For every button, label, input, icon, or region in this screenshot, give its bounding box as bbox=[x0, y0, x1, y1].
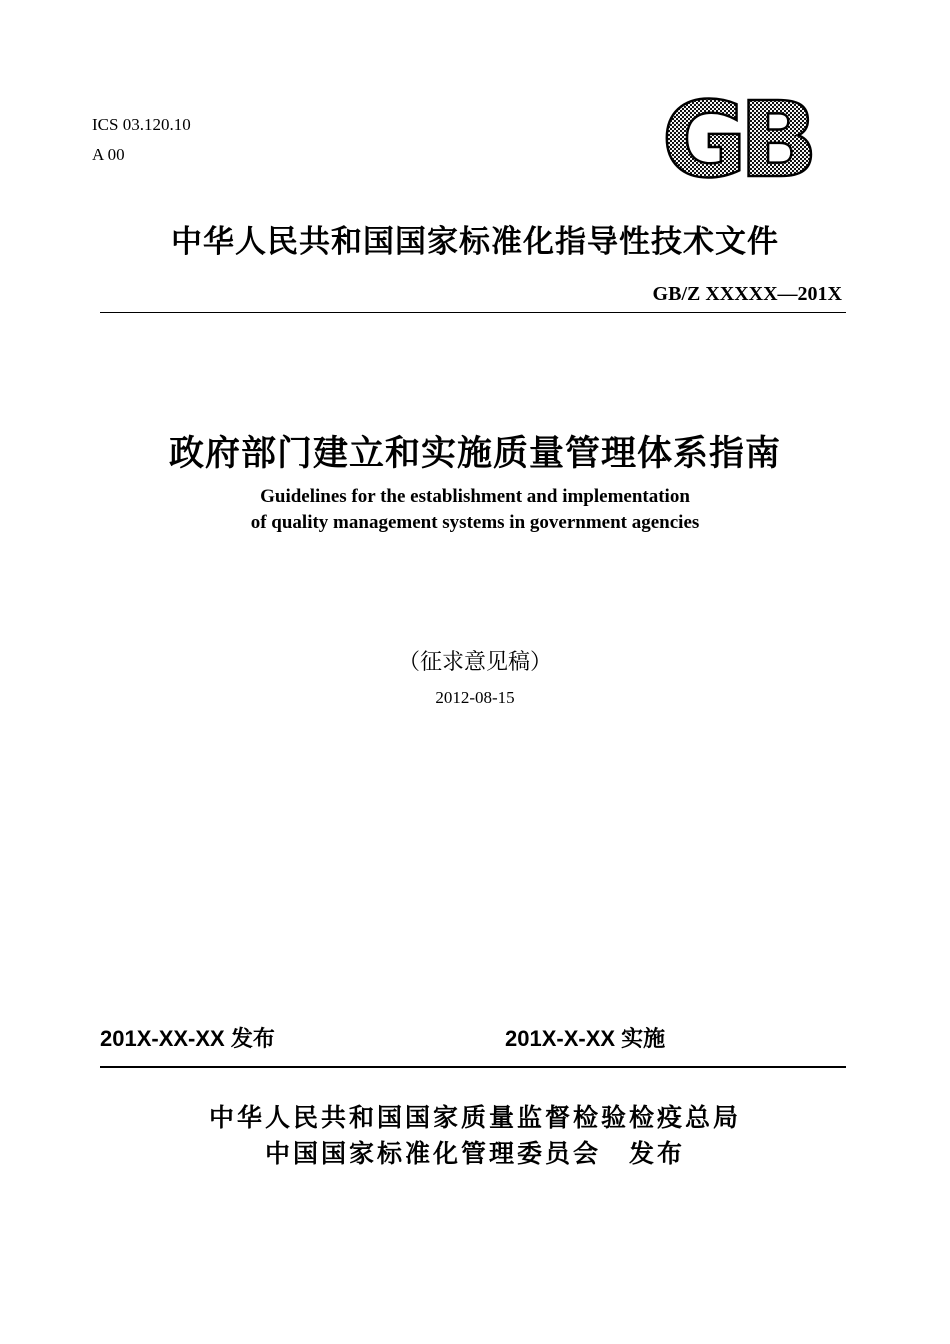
doc-class-code: A 00 bbox=[92, 145, 125, 164]
release-date: 201X-XX-XX 发布 bbox=[100, 1026, 275, 1051]
document-type-title: 中华人民共和国国家标准化指导性技术文件 bbox=[171, 224, 779, 259]
issuing-agency-line2: 中国国家标准化管理委员会 发布 bbox=[264, 1140, 685, 1168]
draft-stage-note: （征求意见稿） bbox=[397, 649, 552, 674]
main-title-english-line2: of quality management systems in government agencies bbox=[250, 512, 700, 533]
gb-standard-logo-icon bbox=[648, 90, 823, 188]
standard-number: GB/Z XXXXX—201X bbox=[652, 283, 842, 305]
ics-classification bbox=[92, 110, 191, 170]
gb-logo-letters: GB bbox=[661, 90, 811, 188]
ics-code: ICS 03.120.10 bbox=[92, 115, 191, 134]
implementation-date: 201X-X-XX 实施 bbox=[505, 1026, 666, 1051]
main-title-english bbox=[0, 484, 950, 536]
footer-divider bbox=[100, 1066, 846, 1068]
main-title-english-line1: Guidelines for the establishment and implementation bbox=[260, 486, 690, 507]
draft-date: 2012-08-15 bbox=[435, 688, 515, 707]
issuing-agency-line1: 中华人民共和国国家质量监督检验检疫总局 bbox=[208, 1104, 741, 1132]
main-title-chinese: 政府部门建立和实施质量管理体系指南 bbox=[168, 434, 781, 473]
header-divider bbox=[100, 312, 846, 313]
